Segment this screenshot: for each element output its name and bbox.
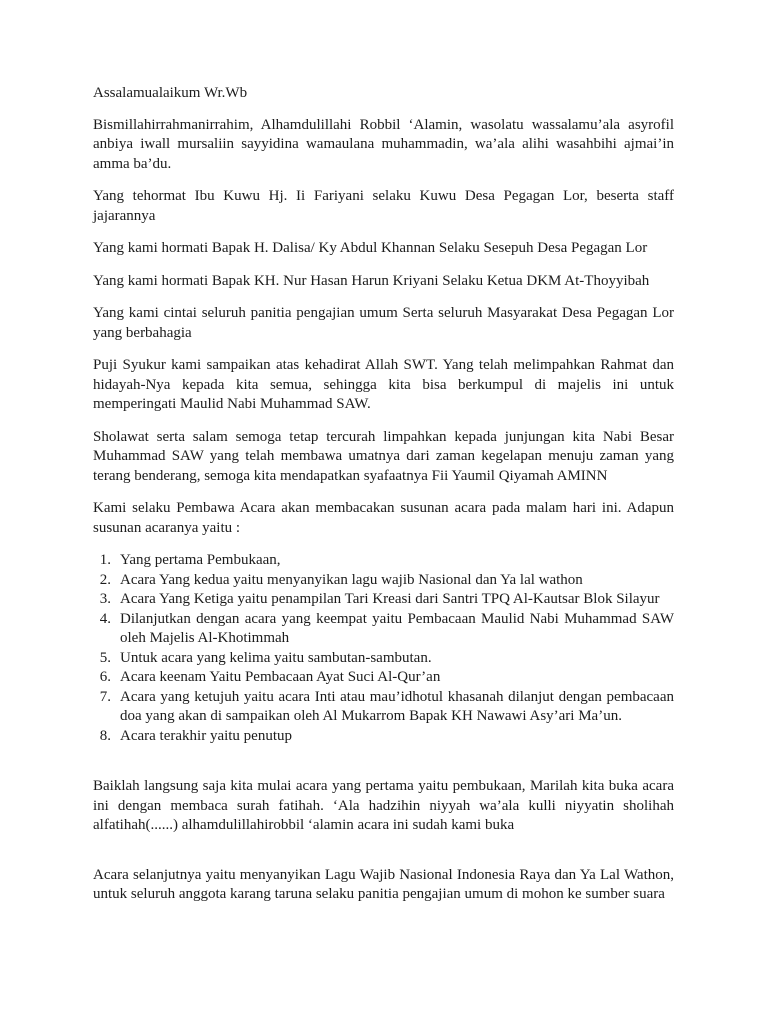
agenda-intro: Kami selaku Pembawa Acara akan membacakan susunan acara pada malam hari ini. Adapun susunan acaranya yaitu : xyxy=(93,500,674,536)
list-item-text: Acara keenam Yaitu Pembacaan Ayat Suci Al-Qur’an xyxy=(120,669,441,685)
list-item-text: Yang pertama Pembukaan, xyxy=(120,552,281,568)
list-number: 7. xyxy=(99,688,111,705)
next-act-paragraph: Acara selanjutnya yaitu menyanyikan Lagu Wajib Nasional Indonesia Raya dan Ya Lal Wathon, untuk seluruh anggota karang taruna selaku panitia pengajian umum di mohon ke sumber suara xyxy=(93,866,674,902)
opening-act-paragraph: Baiklah langsung saja kita mulai acara yang pertama yaitu pembukaan, Marilah kita buka acara ini dengan membaca surah fatihah. ‘Ala hadzihin niyyah wa’ala kulli niyyatin sholihah alfatihah(......) alhamdulillahirobbil ‘alamin acara ini sudah kami buka xyxy=(93,778,674,833)
opening-prayer: Bismillahirrahmanirrahim, Alhamdulillahi Robbil ‘Alamin, wasolatu wassalamu’ala asyrofil anbiya iwall mursaliin sayyidina wamaulana muhammadin, wa’ala alihi wasahbihi ajmai’in amma ba’du. xyxy=(93,116,674,172)
address-ketua-dkm: Yang kami hormati Bapak KH. Nur Hasan Harun Kriyani Selaku Ketua DKM At-Thoyyibah xyxy=(93,272,650,289)
list-number: 2. xyxy=(99,571,111,588)
list-item xyxy=(93,649,674,669)
list-number: 8. xyxy=(99,727,111,744)
address-kuwu: Yang tehormat Ibu Kuwu Hj. Ii Fariyani selaku Kuwu Desa Pegagan Lor, beserta staff jajarannya xyxy=(93,188,674,224)
list-number: 6. xyxy=(99,669,111,685)
list-item-text: Acara terakhir yaitu penutup xyxy=(120,727,293,744)
list-item xyxy=(93,590,674,610)
gratitude-paragraph: Puji Syukur kami sampaikan atas kehadirat Allah SWT. Yang telah melimpahkan Rahmat dan hidayah-Nya kepada kita semua, sehingga kita bisa berkumpul di majelis ini untuk memperingati Maulid Nabi Muhammad SAW. xyxy=(93,357,674,412)
list-item-text: Acara yang ketujuh yaitu acara Inti atau mau’idhotul khasanah dilanjut dengan pembacaan doa yang akan di sampaikan oleh Al Mukarrom Bapak KH Nawawi Asy’ari Ma’un. xyxy=(120,688,674,724)
sholawat-paragraph: Sholawat serta salam semoga tetap tercurah limpahkan kepada junjungan kita Nabi Besar Muhammad SAW yang telah membawa umatnya dari zaman kegelapan menuju zaman yang terang benderang, semoga kita mendapatkan syafaatnya Fii Yaumil Qiyamah AMINN xyxy=(93,428,674,484)
list-item xyxy=(93,551,674,571)
list-item xyxy=(93,610,674,649)
address-panitia: Yang kami cintai seluruh panitia pengajian umum Serta seluruh Masyarakat Desa Pegagan Lor yang berbahagia xyxy=(93,305,674,341)
address-sesepuh: Yang kami hormati Bapak H. Dalisa/ Ky Abdul Khannan Selaku Sesepuh Desa Pegagan Lor xyxy=(93,240,648,256)
list-item-text: Untuk acara yang kelima yaitu sambutan-sambutan. xyxy=(120,649,432,666)
list-item-text: Acara Yang Ketiga yaitu penampilan Tari Kreasi dari Santri TPQ Al-Kautsar Blok Silayur xyxy=(120,591,660,607)
list-item-text: Acara Yang kedua yaitu menyanyikan lagu wajib Nasional dan Ya lal wathon xyxy=(120,571,583,588)
list-number: 3. xyxy=(99,591,111,607)
list-number: 4. xyxy=(99,610,111,627)
agenda-list xyxy=(93,551,674,746)
list-item xyxy=(93,571,674,591)
list-number: 5. xyxy=(99,649,111,666)
list-item xyxy=(93,727,674,747)
list-item xyxy=(93,688,674,727)
greeting: Assalamualaikum Wr.Wb xyxy=(93,85,248,101)
list-number: 1. xyxy=(99,552,111,568)
list-item xyxy=(93,668,674,688)
list-item-text: Dilanjutkan dengan acara yang keempat yaitu Pembacaan Maulid Nabi Muhammad SAW oleh Majelis Al-Khotimmah xyxy=(120,610,674,646)
